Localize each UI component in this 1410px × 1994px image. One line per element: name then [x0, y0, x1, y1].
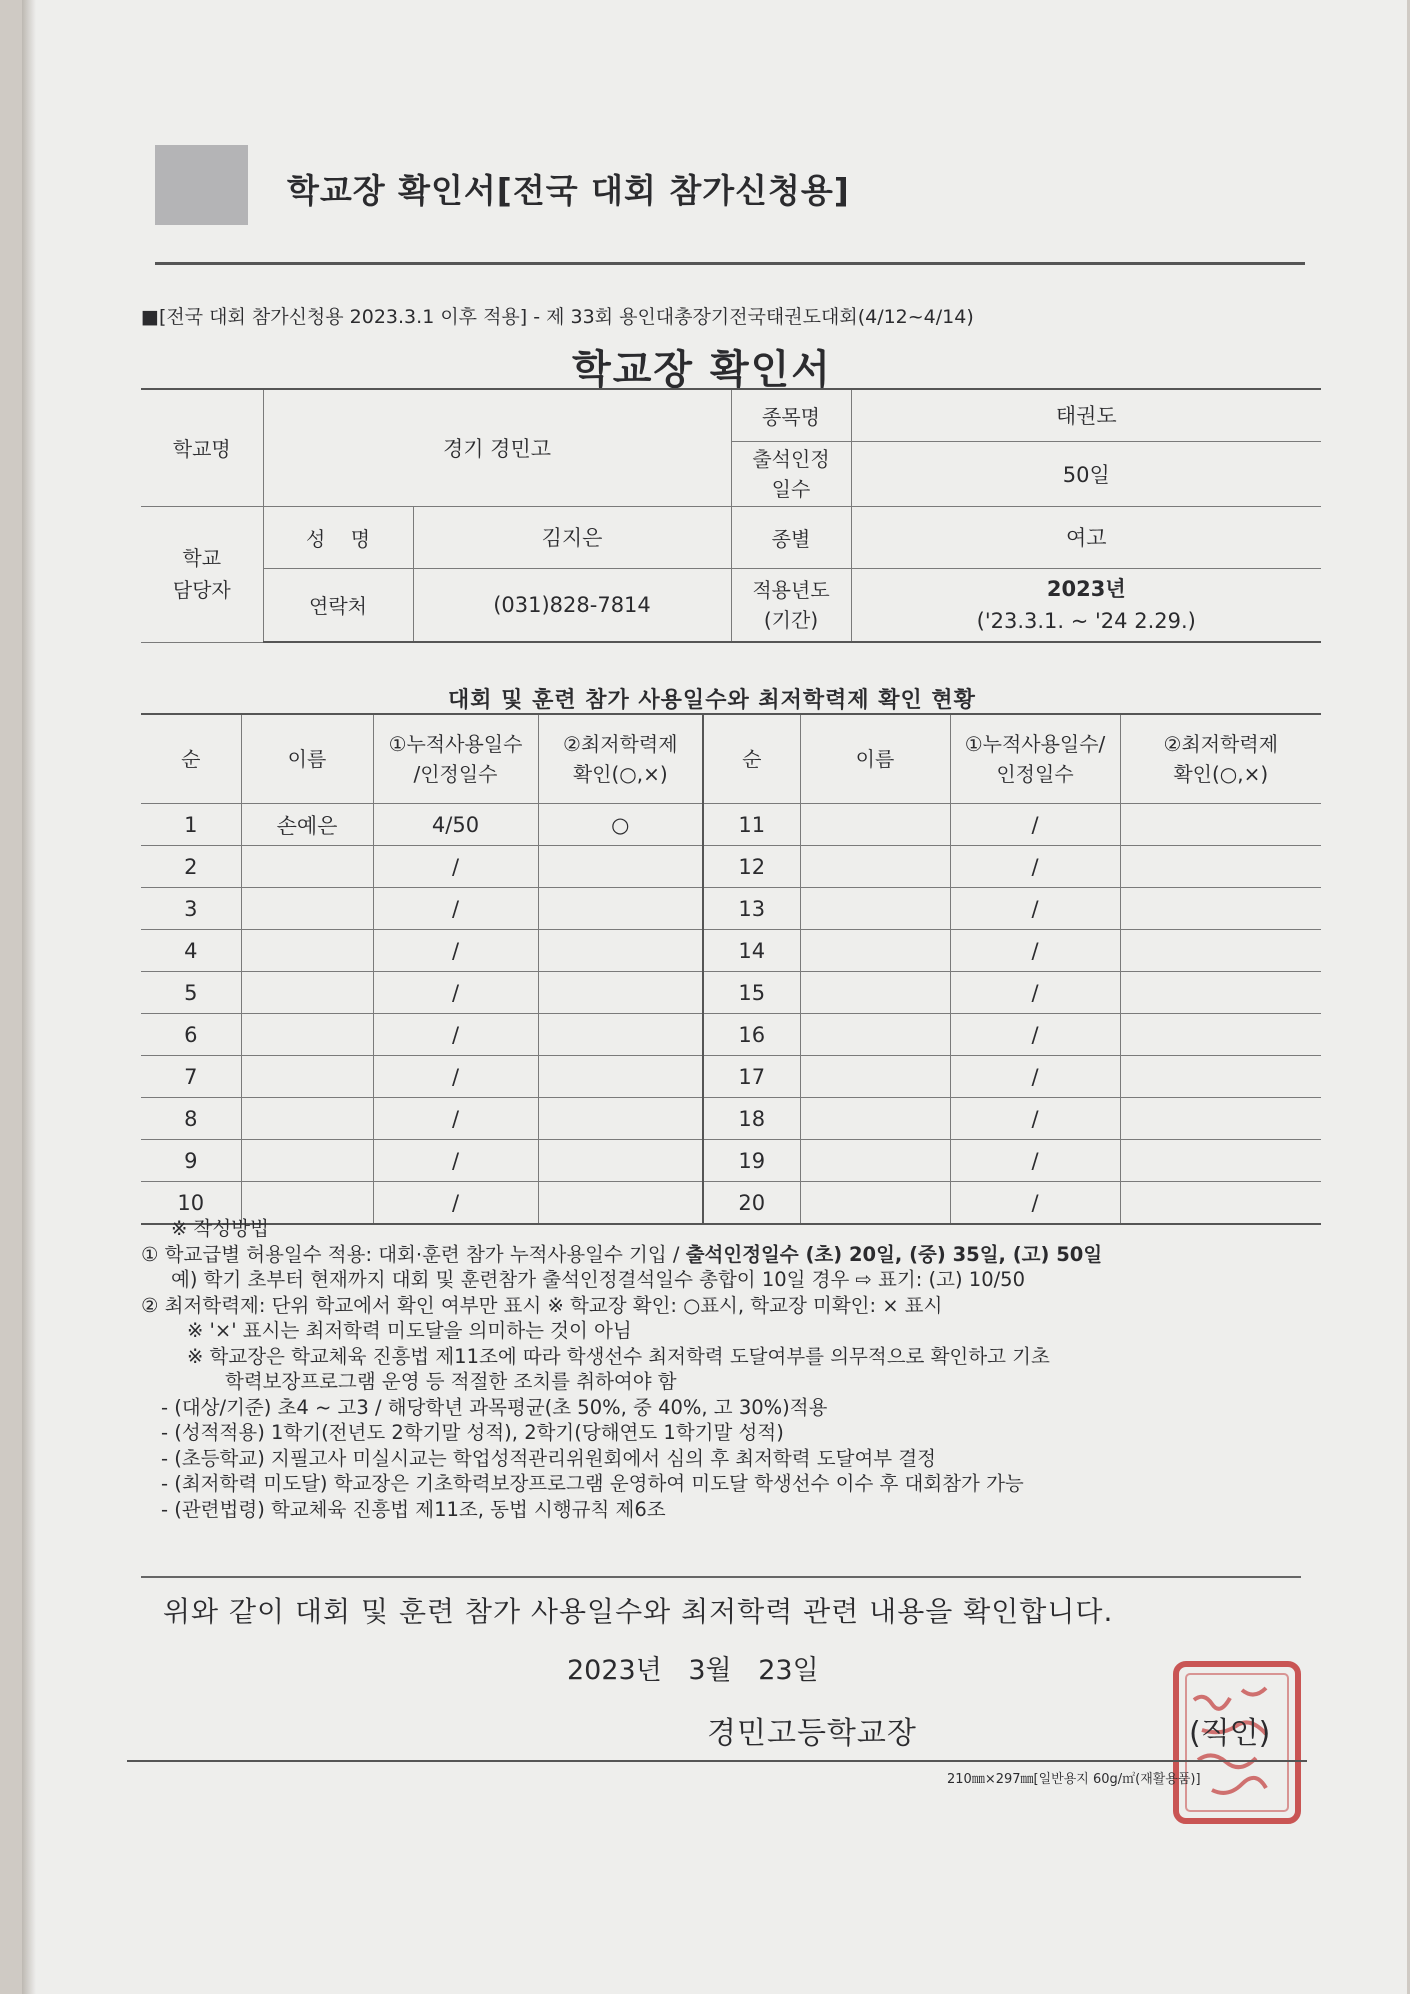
table-row — [141, 888, 1321, 930]
row-no-right: 19 — [703, 1140, 800, 1182]
row-min-grade-right — [1120, 1014, 1321, 1056]
row-days: / — [373, 1056, 538, 1098]
row-min-grade: ○ — [538, 804, 703, 846]
col-no: 순 — [141, 714, 241, 804]
row-name — [241, 1056, 373, 1098]
row-min-grade-right — [1120, 1056, 1321, 1098]
table-row — [141, 930, 1321, 972]
row-days: / — [373, 888, 538, 930]
row-no: 8 — [141, 1098, 241, 1140]
seal-label: (직인) — [1189, 1716, 1271, 1751]
row-name: 손예은 — [241, 804, 373, 846]
document-page — [22, 0, 1407, 1994]
row-no: 1 — [141, 804, 241, 846]
manager-label: 학교 담당자 — [141, 506, 263, 642]
note-3: ※ '×' 표시는 최저학력 미도달을 의미하는 것이 아님 — [187, 1319, 632, 1342]
form-subline: ■[전국 대회 참가신청용 2023.3.1 이후 적용] - 제 33회 용인대총장기전국태권도대회(4/12~4/14) — [141, 306, 974, 328]
row-no-right: 16 — [703, 1014, 800, 1056]
document-title: 학교장 확인서 — [572, 347, 832, 393]
header-rule — [155, 262, 1305, 265]
col-days: ①누적사용일수 /인정일수 — [373, 714, 538, 804]
table-row — [141, 972, 1321, 1014]
row-no: 3 — [141, 888, 241, 930]
school-name-label: 학교명 — [141, 389, 263, 506]
apply-year-label: 적용년도 (기간) — [731, 568, 851, 642]
row-days-right: / — [950, 1140, 1120, 1182]
table-row — [141, 1140, 1321, 1182]
row-name-right — [800, 930, 950, 972]
row-no-right: 18 — [703, 1098, 800, 1140]
contact-value: (031)828-7814 — [413, 568, 731, 642]
row-name — [241, 930, 373, 972]
row-min-grade — [538, 1014, 703, 1056]
row-days-right: / — [950, 1098, 1120, 1140]
row-days: / — [373, 930, 538, 972]
division-label: 종별 — [731, 506, 851, 568]
col-days-right: ①누적사용일수/ 인정일수 — [950, 714, 1120, 804]
row-no-right: 17 — [703, 1056, 800, 1098]
row-min-grade-right — [1120, 1098, 1321, 1140]
sport-value: 태권도 — [851, 389, 1321, 441]
paper-size-note: 210㎜×297㎜[일반용지 60g/㎡(재활용품)] — [947, 1772, 1201, 1787]
row-name — [241, 1014, 373, 1056]
row-name-right — [800, 804, 950, 846]
row-name — [241, 846, 373, 888]
row-min-grade — [538, 1140, 703, 1182]
note-dash-1: - (대상/기준) 초4 ~ 고3 / 해당학년 과목평균(초 50%, 중 40%, 고 30%)적용 — [161, 1395, 828, 1419]
note-dash-4: - (최저학력 미도달) 학교장은 기초학력보장프로그램 운영하여 미도달 학생선수 이수 후 대회참가 가능 — [161, 1472, 1024, 1495]
row-min-grade-right — [1120, 972, 1321, 1014]
sport-label: 종목명 — [731, 389, 851, 441]
contact-label: 연락처 — [263, 568, 413, 642]
row-days: 4/50 — [373, 804, 538, 846]
info-table — [141, 388, 1321, 643]
principal-signature: 경민고등학교장 — [707, 1716, 917, 1751]
note-2: ② 최저학력제: 단위 학교에서 확인 여부만 표시 ※ 학교장 확인: ○표시, 학교장 미확인: × 표시 — [141, 1293, 943, 1317]
table-row — [141, 1014, 1321, 1056]
row-min-grade-right — [1120, 930, 1321, 972]
row-days-right: / — [950, 1014, 1120, 1056]
row-min-grade — [538, 846, 703, 888]
row-days: / — [373, 1098, 538, 1140]
row-min-grade — [538, 1056, 703, 1098]
note-dash-3: - (초등학교) 지필고사 미실시교는 학업성적관리위원회에서 심의 후 최저학력 도달여부 결정 — [161, 1446, 937, 1470]
row-name-right — [800, 972, 950, 1014]
row-name-right — [800, 1056, 950, 1098]
issue-date: 2023년 3월 23일 — [567, 1655, 819, 1686]
row-min-grade-right — [1120, 888, 1321, 930]
attendance-days-label: 출석인정 일수 — [731, 441, 851, 506]
table-row — [141, 804, 1321, 846]
participants-table — [141, 713, 1321, 1225]
writing-instructions — [141, 1216, 1321, 1522]
row-days-right: / — [950, 888, 1120, 930]
notes-rule — [141, 1576, 1301, 1578]
col-name-right: 이름 — [800, 714, 950, 804]
row-name-right — [800, 1014, 950, 1056]
row-name — [241, 1098, 373, 1140]
row-no-right: 12 — [703, 846, 800, 888]
confirmation-statement: 위와 같이 대회 및 훈련 참가 사용일수와 최저학력 관련 내용을 확인합니다. — [163, 1595, 1114, 1628]
row-no-right: 15 — [703, 972, 800, 1014]
table-row — [141, 1056, 1321, 1098]
row-no: 2 — [141, 846, 241, 888]
note-1-example: 예) 학기 초부터 현재까지 대회 및 훈련참가 출석인정결석일수 총합이 10일 경우 ⇨ 표기: (고) 10/50 — [171, 1268, 1025, 1291]
col-name: 이름 — [241, 714, 373, 804]
row-days-right: / — [950, 972, 1120, 1014]
note-5: 학력보장프로그램 운영 등 적절한 조치를 취하여야 함 — [225, 1370, 677, 1393]
apply-period: ('23.3.1. ~ '24 2.29.) — [976, 608, 1196, 633]
row-days: / — [373, 1182, 538, 1225]
row-name-right — [800, 888, 950, 930]
row-no: 10 — [141, 1182, 241, 1225]
row-name-right — [800, 1140, 950, 1182]
manager-name-value: 김지은 — [413, 506, 731, 568]
section-title: 대회 및 훈련 참가 사용일수와 최저학력제 확인 현황 — [448, 688, 976, 713]
row-days-right: / — [950, 930, 1120, 972]
row-no-right: 13 — [703, 888, 800, 930]
col-min-grade: ②최저학력제 확인(○,×) — [538, 714, 703, 804]
row-min-grade — [538, 888, 703, 930]
table-header-row — [141, 714, 1321, 804]
row-name-right — [800, 1098, 950, 1140]
name-label: 성 명 — [263, 506, 413, 568]
row-days: / — [373, 972, 538, 1014]
notes-heading: ※ 작성방법 — [171, 1217, 269, 1240]
row-name — [241, 888, 373, 930]
row-min-grade — [538, 972, 703, 1014]
row-name — [241, 972, 373, 1014]
school-name-value: 경기 경민고 — [263, 389, 731, 506]
page-shadow — [22, 0, 36, 1994]
row-no: 4 — [141, 930, 241, 972]
row-days: / — [373, 1014, 538, 1056]
row-name — [241, 1140, 373, 1182]
bottom-rule — [127, 1760, 1307, 1762]
header-title: 학교장 확인서[전국 대회 참가신청용] — [287, 171, 850, 210]
row-days: / — [373, 1140, 538, 1182]
division-value: 여고 — [851, 506, 1321, 568]
row-days: / — [373, 846, 538, 888]
note-4: ※ 학교장은 학교체육 진흥법 제11조에 따라 학생선수 최저학력 도달여부를 의무적으로 확인하고 기초 — [187, 1344, 1050, 1368]
row-no-right: 20 — [703, 1182, 800, 1225]
row-min-grade-right — [1120, 846, 1321, 888]
row-min-grade — [538, 1098, 703, 1140]
table-row — [141, 846, 1321, 888]
row-no-right: 11 — [703, 804, 800, 846]
row-no: 6 — [141, 1014, 241, 1056]
note-dash-2: - (성적적용) 1학기(전년도 2학기말 성적), 2학기(당해연도 1학기말 성적) — [161, 1421, 784, 1444]
row-name-right — [800, 846, 950, 888]
row-min-grade-right — [1120, 804, 1321, 846]
row-no-right: 14 — [703, 930, 800, 972]
attendance-days-value: 50일 — [851, 441, 1321, 506]
note-dash-5: - (관련법령) 학교체육 진흥법 제11조, 동법 시행규칙 제6조 — [161, 1497, 666, 1521]
row-days-right: / — [950, 804, 1120, 846]
apply-year-value — [851, 568, 1321, 642]
col-min-grade-right: ②최저학력제 확인(○,×) — [1120, 714, 1321, 804]
row-no: 9 — [141, 1140, 241, 1182]
row-min-grade-right — [1120, 1140, 1321, 1182]
apply-year: 2023년 — [1046, 576, 1126, 601]
row-days-right: / — [950, 1056, 1120, 1098]
row-min-grade — [538, 930, 703, 972]
row-days-right: / — [950, 1182, 1120, 1225]
table-row — [141, 1098, 1321, 1140]
row-days-right: / — [950, 846, 1120, 888]
row-no: 5 — [141, 972, 241, 1014]
row-no: 7 — [141, 1056, 241, 1098]
note-1: ① 학교급별 허용일수 적용: 대회·훈련 참가 누적사용일수 기입 / 출석인정일수 (초) 20일, (중) 35일, (고) 50일 — [141, 1242, 1103, 1266]
col-no-right: 순 — [703, 714, 800, 804]
header-gray-box — [155, 145, 248, 225]
